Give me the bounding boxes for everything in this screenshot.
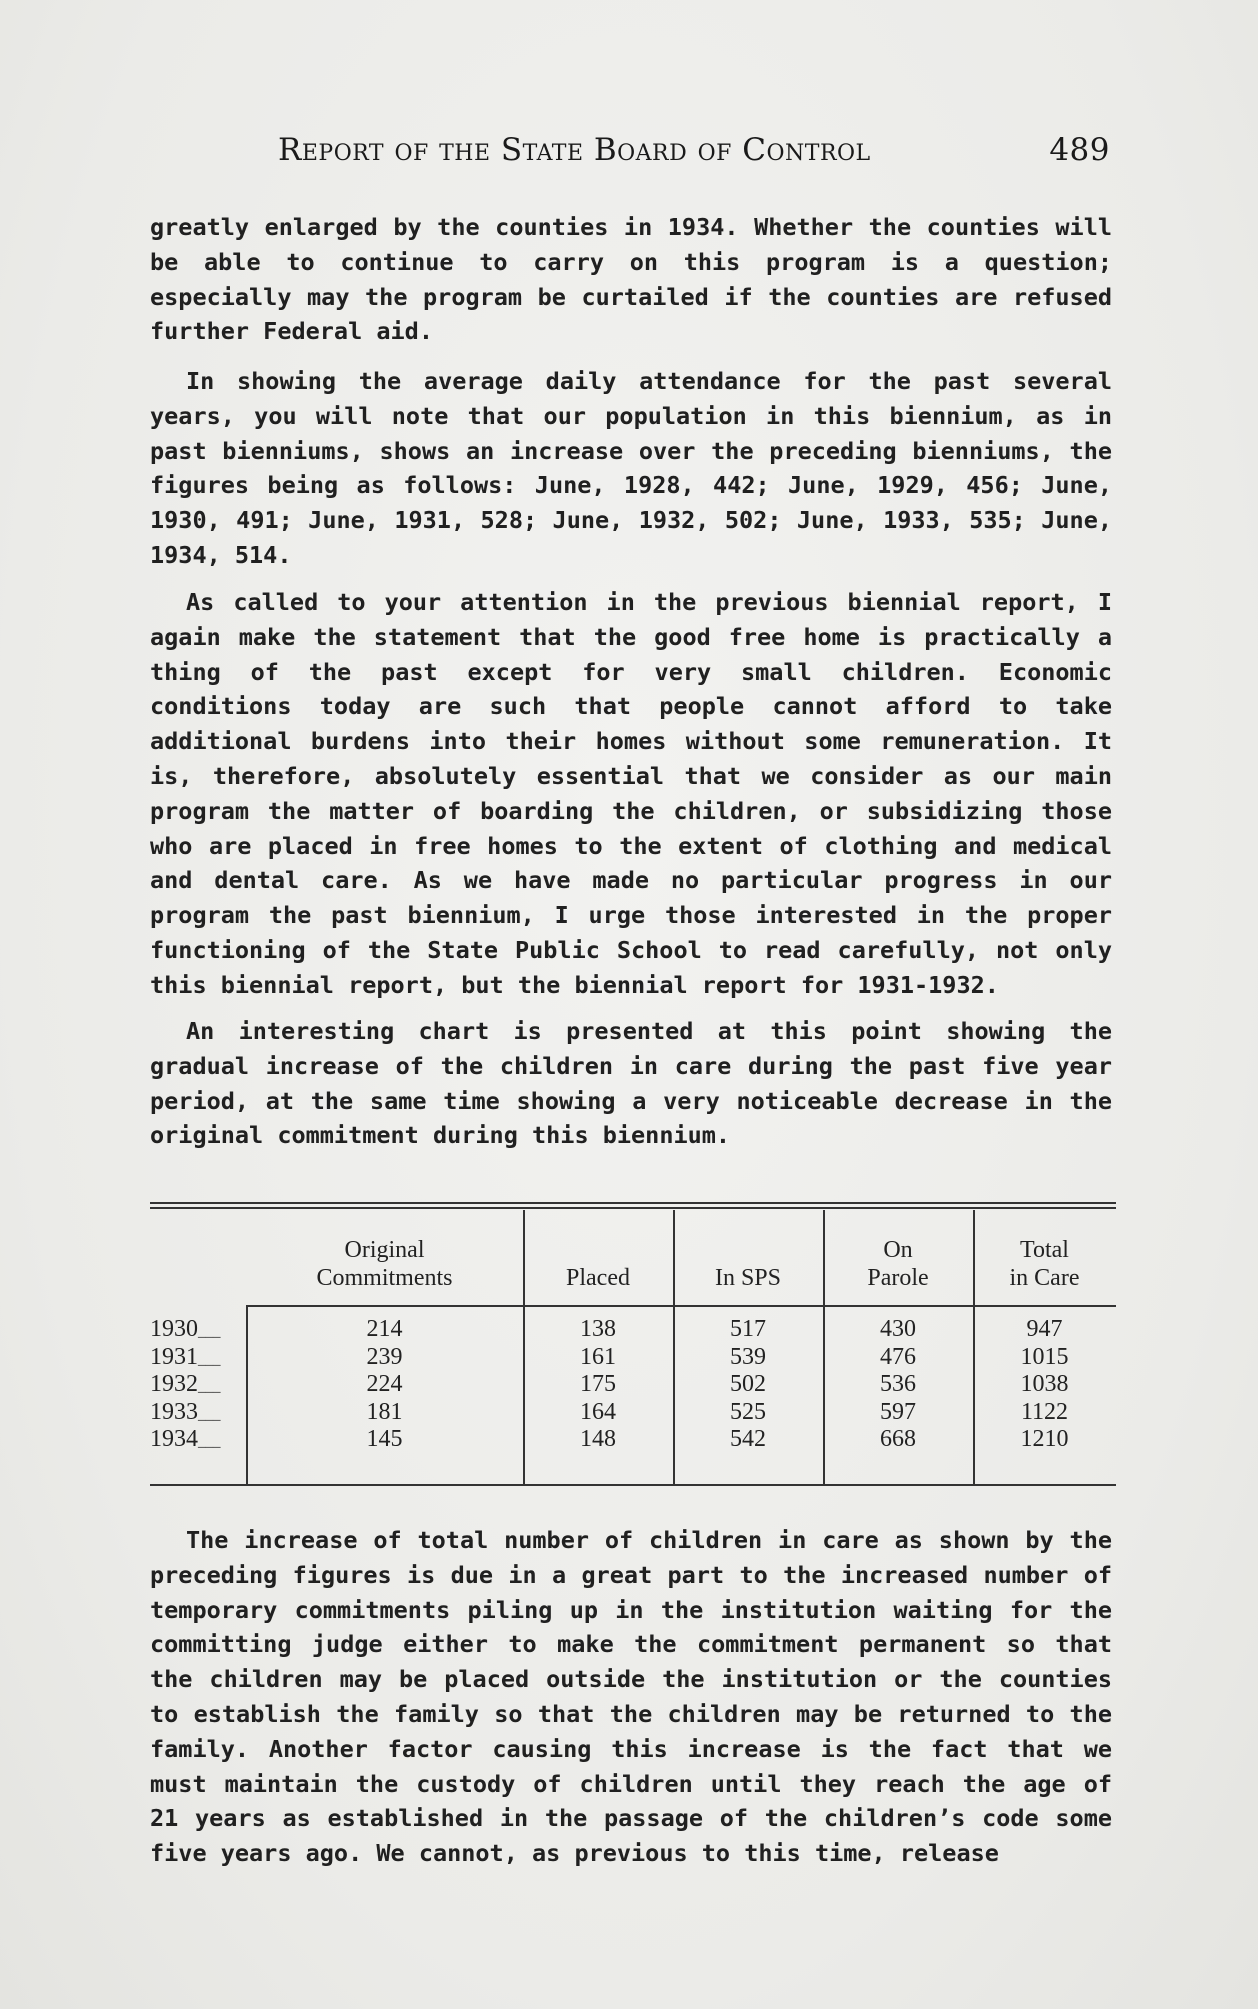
table-row	[150, 1344, 1116, 1372]
cell-in-sps: 539	[730, 1343, 766, 1370]
cell-parole: 430	[880, 1316, 916, 1342]
header-in-sps-label: In SPS	[714, 1265, 782, 1291]
cell-total: 947	[1026, 1316, 1063, 1342]
running-head-title: Report of the State Board of Control	[278, 132, 871, 168]
row-year: 1930 ___	[150, 1316, 246, 1347]
children-in-care-table	[150, 1202, 1116, 1486]
table-row	[150, 1426, 1116, 1454]
table-row	[150, 1399, 1116, 1427]
header-on-parole-line1: On	[883, 1237, 913, 1263]
paragraph-1: greatly enlarged by the counties in 1934. Whether the counties will be able to continue to carry on this program is a question; especially may the program be curtailed if the counties are refused further Federal aid.	[150, 213, 1112, 346]
row-year: 1933 ___	[150, 1399, 246, 1430]
cell-original: 145	[366, 1426, 403, 1452]
row-year: 1934 ___	[150, 1426, 246, 1457]
cell-original: 224	[366, 1371, 403, 1397]
table-top-rule	[150, 1202, 1116, 1204]
cell-total: 1038	[1020, 1371, 1069, 1397]
paragraph-2: In showing the average daily attendance for the past several years, you will note that our population in this biennium, as in past bienniums, shows an increase over the preceding bienniums, the figures being as follows: June, 1928, 442; June, 1929, 456; June, 1930, 491; June, 1931, 528; June, 1932, 502; June, 1933, 535; June, 1934, 514.	[150, 367, 1112, 569]
cell-parole: 668	[880, 1426, 916, 1452]
cell-total: 1015	[1020, 1343, 1069, 1370]
cell-parole: 597	[880, 1398, 916, 1425]
paragraph-5: The increase of total number of children in care as shown by the preceding figures is due in a great part to the increased number of temporary commitments piling up in the institution waiting for the committing judge either to make the commitment permanent so that the children may be placed outside the institution or the counties to establish the family so that the children may be returned to the family. Another factor causing this increase is the fact that we must maintain the custody of children until they reach the age of 21 years as established in the passage of the children’s code some five years ago. We cannot, as previous to this time, release	[150, 1526, 1112, 1868]
header-original-commitments	[246, 1236, 523, 1292]
table-bottom-rule	[150, 1484, 1116, 1486]
table-row	[150, 1316, 1116, 1344]
header-total-line2: in Care	[1009, 1265, 1080, 1291]
cell-original: 239	[366, 1343, 403, 1370]
header-total-in-care	[973, 1236, 1116, 1292]
cell-placed: 175	[580, 1371, 616, 1397]
running-head	[148, 132, 1110, 176]
header-original-line2: Commitments	[316, 1265, 453, 1291]
paragraph-4: An interesting chart is presented at this point showing the gradual increase of the children in care during the past five year period, at the same time showing a very noticeable decrease in the original commitment during this biennium.	[150, 1017, 1112, 1150]
row-year: 1931 ___	[150, 1344, 246, 1375]
cell-parole: 536	[880, 1371, 916, 1397]
header-on-parole-line2: Parole	[867, 1265, 929, 1291]
cell-total: 1122	[1020, 1398, 1069, 1425]
cell-original: 214	[366, 1316, 403, 1342]
cell-parole: 476	[880, 1343, 916, 1370]
header-on-parole	[823, 1236, 973, 1292]
table-header-rule	[246, 1305, 1116, 1307]
header-placed-label: Placed	[566, 1265, 630, 1291]
paragraph-3: As called to your attention in the previous biennial report, I again make the statement that the good free home is practically a thing of the past except for very small children. Economic conditions today are such that people cannot afford to take additional burdens into their homes without some remuneration. It is, therefore, absolutely essential that we consider as our main program the matter of boarding the children, or subsidizing those who are placed in free homes to the extent of clothing and medical and dental care. As we have made no particular progress in our program the past biennium, I urge those interested in the proper functioning of the State Public School to read carefully, not only this biennial report, but the biennial report for 1931-1932.	[150, 588, 1112, 999]
cell-in-sps: 502	[730, 1371, 766, 1397]
cell-placed: 138	[580, 1316, 616, 1342]
row-year: 1932 ___	[150, 1371, 246, 1402]
cell-placed: 148	[580, 1426, 616, 1452]
table-body	[150, 1316, 1116, 1454]
table-row	[150, 1371, 1116, 1399]
header-placed	[523, 1264, 673, 1292]
cell-placed: 164	[580, 1398, 616, 1425]
header-original-line1: Original	[344, 1237, 425, 1263]
cell-total: 1210	[1020, 1426, 1069, 1452]
header-in-sps	[673, 1264, 823, 1292]
cell-in-sps: 542	[730, 1426, 766, 1452]
header-total-line1: Total	[1020, 1237, 1069, 1263]
page-number: 489	[1049, 132, 1110, 168]
cell-placed: 161	[580, 1343, 616, 1370]
cell-in-sps: 525	[730, 1398, 766, 1425]
cell-original: 181	[366, 1398, 403, 1425]
cell-in-sps: 517	[730, 1316, 766, 1342]
table-top-rule-inner	[150, 1207, 1116, 1209]
